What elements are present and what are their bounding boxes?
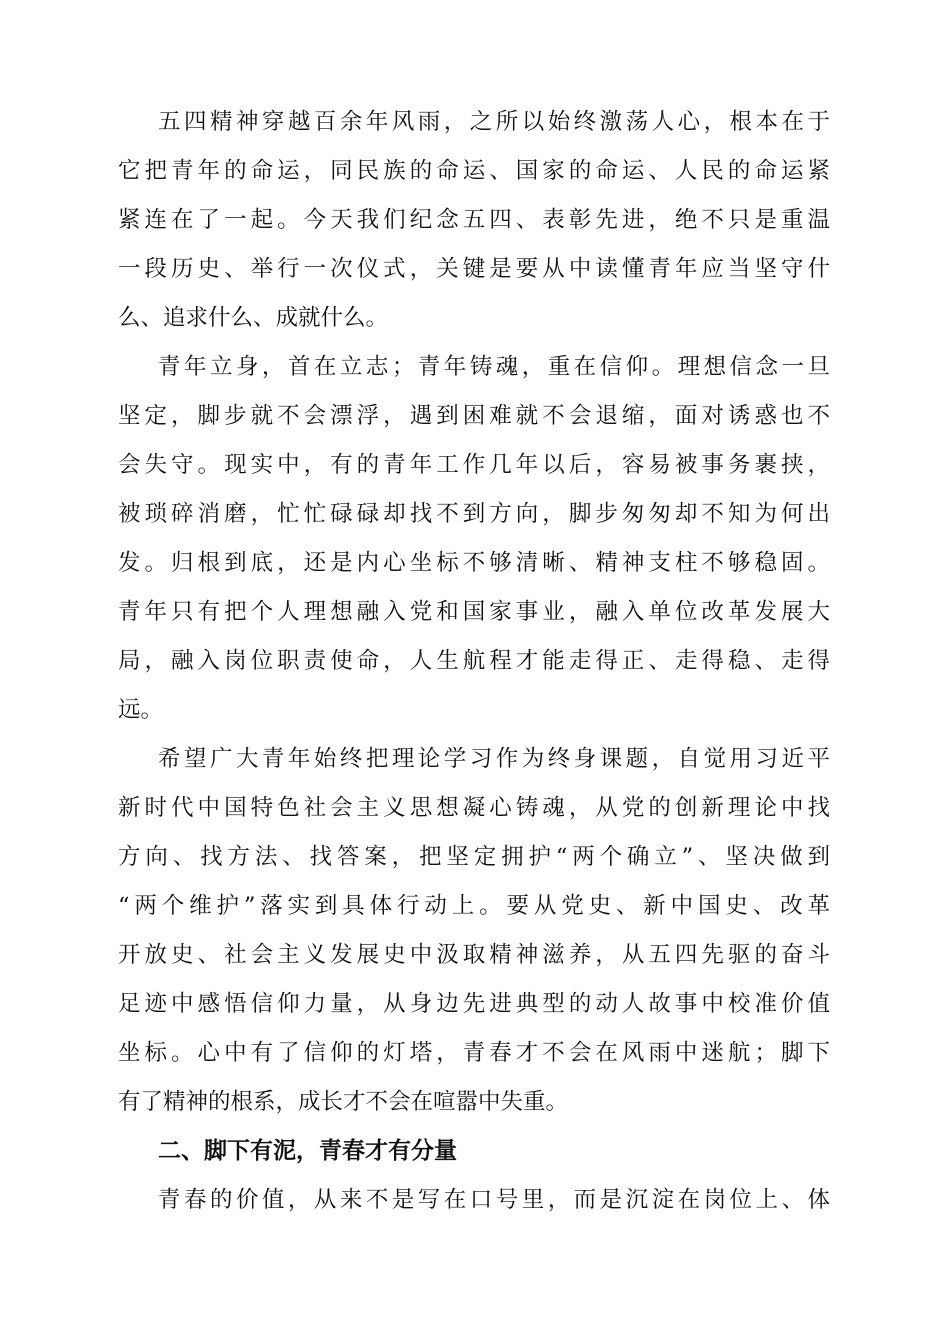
paragraph-4 (118, 1176, 830, 1225)
paragraph-1 (118, 98, 830, 343)
text-line: 它把青年的命运，同民族的命运、国家的命运、人民的命运紧 (118, 158, 830, 184)
text-line: 一段历史、举行一次仪式，关键是要从中读懂青年应当坚守什 (118, 256, 830, 282)
paragraph-3 (118, 735, 830, 1127)
section-heading: 二、脚下有泥，青春才有分量 (158, 1138, 457, 1164)
text-line: 么、追求什么、成就什么。 (118, 305, 389, 331)
text-line: 坐标。心中有了信仰的灯塔，青春才不会在风雨中迷航；脚下 (118, 1040, 830, 1066)
text-line: 被琐碎消磨，忙忙碌碌却找不到方向，脚步匆匆却不知为何出 (118, 501, 830, 527)
text-line: 坚定，脚步就不会漂浮，遇到困难就不会退缩，面对诱惑也不 (118, 403, 830, 429)
text-line: 紧连在了一起。今天我们纪念五四、表彰先进，绝不只是重温 (118, 207, 830, 233)
text-line: 青年立身，首在立志；青年铸魂，重在信仰。理想信念一旦 (158, 354, 830, 380)
text-line: 希望广大青年始终把理论学习作为终身课题，自觉用习近平 (158, 746, 830, 772)
text-line: “两个维护”落实到具体行动上。要从党史、新中国史、改革 (118, 893, 830, 919)
text-line: 青年只有把个人理想融入党和国家事业，融入单位改革发展大 (118, 599, 830, 625)
text-line: 开放史、社会主义发展史中汲取精神滋养，从五四先驱的奋斗 (118, 942, 830, 968)
text-line: 局，融入岗位职责使命，人生航程才能走得正、走得稳、走得 (118, 648, 830, 674)
text-line: 足迹中感悟信仰力量，从身边先进典型的动人故事中校准价值 (118, 991, 830, 1017)
text-line: 有了精神的根系，成长才不会在喧嚣中失重。 (118, 1089, 569, 1115)
text-line: 青春的价值，从来不是写在口号里，而是沉淀在岗位上、体 (158, 1187, 830, 1213)
paragraph-2 (118, 343, 830, 735)
text-line: 新时代中国特色社会主义思想凝心铸魂，从党的创新理论中找 (118, 795, 830, 821)
text-line: 发。归根到底，还是内心坐标不够清晰、精神支柱不够稳固。 (118, 550, 830, 576)
text-line: 五四精神穿越百余年风雨，之所以始终激荡人心，根本在于 (158, 109, 830, 135)
text-line: 方向、找方法、找答案，把坚定拥护“两个确立”、坚决做到 (118, 844, 830, 870)
text-line: 远。 (118, 697, 164, 723)
document-page (118, 98, 830, 1225)
text-line: 会失守。现实中，有的青年工作几年以后，容易被事务裹挟， (118, 452, 830, 478)
